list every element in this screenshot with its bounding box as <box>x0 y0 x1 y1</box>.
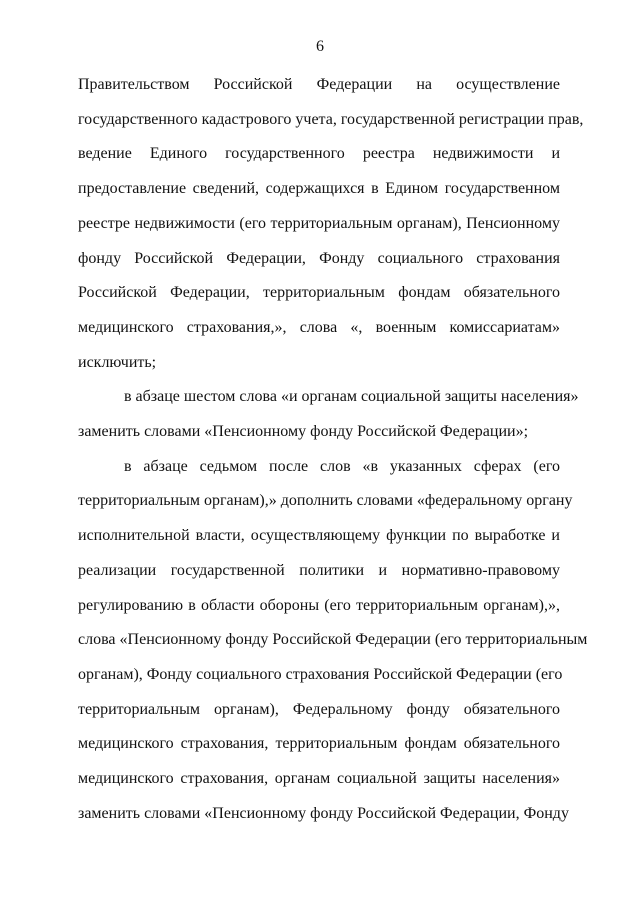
page-number: 6 <box>316 38 324 55</box>
text-line: слова «Пенсионному фонду Российской Федерации (его территориальным <box>78 631 588 649</box>
text-line: реализации государственной политики и нормативно-правовому <box>78 561 560 579</box>
text-line: медицинского страхования,», слова «, военным комиссариатам» <box>78 318 560 336</box>
text-line: органам), Фонду социального страхования Российской Федерации (его <box>78 665 563 683</box>
text-line: предоставление сведений, содержащихся в Едином государственном <box>78 180 560 198</box>
text-line: территориальным органам), Федеральному фонду обязательного <box>78 700 560 718</box>
text-line: медицинского страхования, органам социальной защиты населения» <box>78 770 560 788</box>
text-line: фонду Российской Федерации, Фонду социального страхования <box>78 249 560 267</box>
text-line: медицинского страхования, территориальным фондам обязательного <box>78 735 560 753</box>
text-line: государственного кадастрового учета, государственной регистрации прав, <box>78 110 584 128</box>
text-line: территориальным органам),» дополнить словами «федеральному органу <box>78 492 573 510</box>
paragraph-3 <box>78 450 588 832</box>
text-line: заменить словами «Пенсионному фонду Российской Федерации, Фонду <box>78 804 569 822</box>
text-line: исключить; <box>78 353 157 371</box>
text-line: заменить словами «Пенсионному фонду Российской Федерации»; <box>78 423 529 441</box>
document-body <box>78 68 588 831</box>
paragraph-2 <box>78 380 579 449</box>
text-line: регулированию в области обороны (его территориальным органам),», <box>78 596 560 614</box>
text-line: исполнительной власти, осуществляющему функции по выработке и <box>78 527 560 545</box>
paragraph-1 <box>78 68 584 380</box>
text-line: ведение Единого государственного реестра недвижимости и <box>78 145 560 163</box>
text-line: Правительством Российской Федерации на осуществление <box>78 76 560 93</box>
text-line: в абзаце шестом слова «и органам социальной защиты населения» <box>124 388 579 406</box>
text-line: в абзаце седьмом после слов «в указанных сферах (его <box>124 457 560 475</box>
text-line: Российской Федерации, территориальным фондам обязательного <box>78 284 560 302</box>
text-line: реестре недвижимости (его территориальным органам), Пенсионному <box>78 214 560 232</box>
